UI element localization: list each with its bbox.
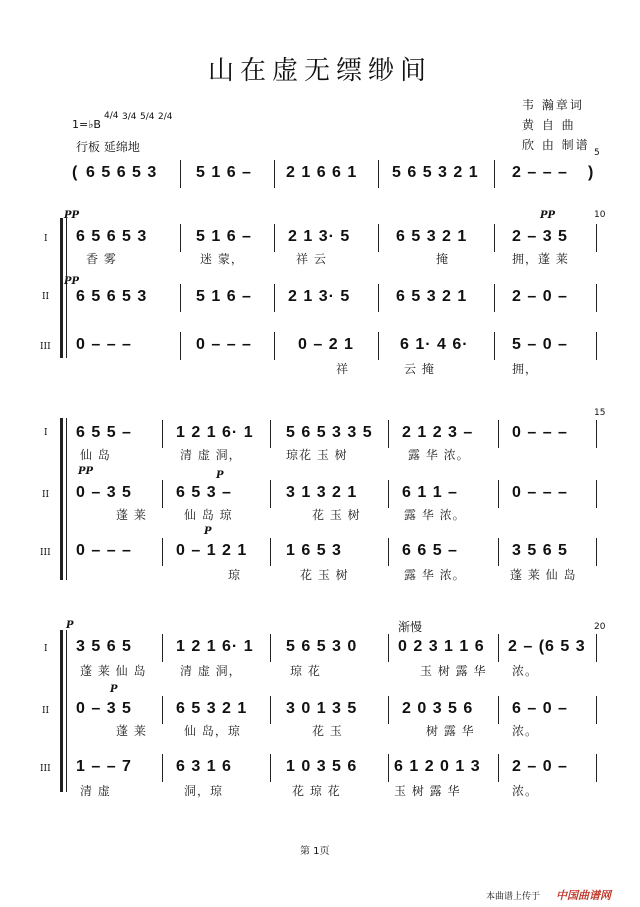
system-bracket: [60, 218, 63, 358]
barline: [498, 634, 499, 662]
voice-measure: 0 – – –: [512, 484, 568, 501]
lyric: 洞，琼: [184, 784, 224, 798]
voice-label: III: [40, 342, 51, 352]
measure-number: 10: [594, 210, 606, 220]
lyric: 蓬 莱 仙 岛: [80, 664, 147, 678]
voice-measure: 0 – – –: [76, 336, 132, 353]
dynamic-mark: PP: [78, 466, 94, 477]
barline: [162, 420, 163, 448]
barline: [270, 634, 271, 662]
barline: [388, 420, 389, 448]
measure-number: 20: [594, 622, 606, 632]
barline: [378, 284, 379, 312]
dynamic-mark: PP: [540, 210, 556, 221]
voice-measure: 6 5 6 5 3: [76, 228, 148, 245]
lyric: 琼 花: [290, 664, 321, 678]
voice-measure: 1 – – 7: [76, 758, 132, 775]
barline: [180, 160, 181, 188]
measure-number: 15: [594, 408, 606, 418]
voice-measure: 6 1 2 0 1 3: [394, 758, 481, 775]
dynamic-mark: P: [110, 684, 118, 695]
voice-measure: 0 – 2 1: [298, 336, 354, 353]
barline: [388, 754, 389, 782]
intro-measure: 5 6 5 3 2 1: [392, 164, 479, 181]
intro-measure: 5 1 6 –: [196, 164, 252, 181]
measure-number: 5: [594, 148, 600, 158]
voice-measure: 0 – – –: [76, 542, 132, 559]
lyric: 玉 树 露 华: [420, 664, 487, 678]
system-bracket: [60, 630, 63, 792]
barline: [596, 224, 597, 252]
barline: [596, 480, 597, 508]
voice-measure: 2 – 0 –: [512, 758, 568, 775]
lyric: 祥: [336, 362, 350, 376]
voice-measure: 6 6 5 –: [402, 542, 458, 559]
voice-measure: 6 1 1 –: [402, 484, 458, 501]
lyric: 玉 树 露 华: [394, 784, 461, 798]
voice-measure: 0 – 3 5: [76, 700, 132, 717]
voice-measure: 2 – 0 –: [512, 288, 568, 305]
voice-label: II: [42, 292, 50, 302]
voice-measure: 5 6 5 3 3 5: [286, 424, 373, 441]
barline: [162, 480, 163, 508]
lyric: 清 虚 洞，: [180, 448, 242, 462]
voice-measure: 0 – – –: [196, 336, 252, 353]
barline: [596, 696, 597, 724]
barline: [180, 224, 181, 252]
dynamic-mark: P: [216, 470, 224, 481]
barline: [498, 538, 499, 566]
voice-label: II: [42, 706, 50, 716]
barline: [270, 754, 271, 782]
lyric: 露 华 浓。: [404, 568, 466, 582]
intro-close-paren: ): [588, 164, 595, 181]
voice-measure: 6 5 5 –: [76, 424, 132, 441]
voice-measure: 3 5 6 5: [76, 638, 132, 655]
voice-measure: 6 3 1 6: [176, 758, 232, 775]
barline: [270, 538, 271, 566]
tempo-marking: 行板 延绵地: [76, 140, 140, 154]
barline: [378, 224, 379, 252]
lyric: 云 掩: [404, 362, 435, 376]
voice-measure: 3 5 6 5: [512, 542, 568, 559]
lyric: 花 玉 树: [300, 568, 349, 582]
voice-measure: 6 – 0 –: [512, 700, 568, 717]
intro-measure: 2 – – –: [512, 164, 568, 181]
voice-measure: 1 2 1 6· 1: [176, 638, 254, 655]
voice-measure: 1 2 1 6· 1: [176, 424, 254, 441]
barline: [180, 332, 181, 360]
lyric: 蓬 莱: [116, 508, 147, 522]
dynamic-mark: P: [66, 620, 74, 631]
lyric: 树 露 华: [426, 724, 475, 738]
voice-measure: 3 1 3 2 1: [286, 484, 358, 501]
dynamic-mark: P: [204, 526, 212, 537]
lyric: 花 玉 树: [312, 508, 361, 522]
barline: [378, 160, 379, 188]
lyric: 浓。: [512, 784, 539, 798]
barline: [498, 420, 499, 448]
voice-measure: 2 0 3 5 6: [402, 700, 474, 717]
barline: [494, 224, 495, 252]
lyric: 琼: [228, 568, 242, 582]
voice-measure: 0 – – –: [512, 424, 568, 441]
barline: [162, 634, 163, 662]
barline: [270, 420, 271, 448]
barline: [274, 332, 275, 360]
lyric: 蓬 莱 仙 岛: [510, 568, 577, 582]
lyric: 琼花 玉 树: [286, 448, 348, 462]
time-sig-3: 5/4: [140, 112, 155, 122]
barline: [388, 538, 389, 566]
lyric: 清 虚 洞，: [180, 664, 242, 678]
intro-measure: 2 1 6 6 1: [286, 164, 358, 181]
upload-text: 本曲谱上传于: [486, 892, 541, 902]
expression-mark: 渐慢: [398, 620, 423, 634]
intro-measure: 6 5 6 5 3: [86, 164, 158, 181]
barline: [596, 332, 597, 360]
voice-measure: 0 – 3 5: [76, 484, 132, 501]
lyric: 清 虚: [80, 784, 111, 798]
voice-label: II: [42, 490, 50, 500]
barline: [596, 538, 597, 566]
lyric: 仙 岛 琼: [184, 508, 233, 522]
barline: [596, 420, 597, 448]
voice-measure: 2 1 3· 5: [288, 228, 351, 245]
barline: [162, 754, 163, 782]
page-title: 山在虚无缥缈间: [207, 56, 432, 86]
voice-measure: 0 – 1 2 1: [176, 542, 248, 559]
lyric: 露 华 浓。: [404, 508, 466, 522]
voice-measure: 6 5 3 2 1: [176, 700, 248, 717]
barline: [378, 332, 379, 360]
voice-measure: 2 1 2 3 –: [402, 424, 474, 441]
voice-measure: 1 0 3 5 6: [286, 758, 358, 775]
barline: [180, 284, 181, 312]
barline: [498, 754, 499, 782]
barline: [388, 480, 389, 508]
lyric: 掩: [436, 252, 450, 266]
voice-measure: 6 5 3 –: [176, 484, 232, 501]
lyric: 仙 岛，琼: [184, 724, 241, 738]
voice-label: I: [44, 234, 48, 244]
barline: [162, 538, 163, 566]
barline: [494, 284, 495, 312]
barline: [274, 160, 275, 188]
voice-measure: 5 1 6 –: [196, 228, 252, 245]
barline: [274, 224, 275, 252]
barline: [270, 480, 271, 508]
voice-measure: 6 5 6 5 3: [76, 288, 148, 305]
voice-measure: 5 1 6 –: [196, 288, 252, 305]
intro-open-paren: (: [72, 164, 79, 181]
time-sig-2: 3/4: [122, 112, 137, 122]
voice-measure: 6 5 3 2 1: [396, 288, 468, 305]
barline: [494, 160, 495, 188]
engraver-credit: 欣 由 制谱: [522, 138, 590, 152]
lyric: 浓。: [512, 724, 539, 738]
lyric: 拥，: [512, 362, 539, 376]
barline: [274, 284, 275, 312]
lyric: 花 琼 花: [292, 784, 341, 798]
voice-label: III: [40, 548, 51, 558]
system-line: [66, 418, 67, 580]
time-sig-1: 4/4: [104, 111, 119, 121]
lyric: 花 玉: [312, 724, 343, 738]
lyric: 浓。: [512, 664, 539, 678]
system-line: [66, 218, 67, 358]
system-line: [66, 630, 67, 792]
lyricist-credit: 韦 瀚章词: [522, 98, 584, 112]
page-number: 第 1页: [300, 846, 330, 857]
voice-label: I: [44, 644, 48, 654]
barline: [498, 696, 499, 724]
site-logo: 中国曲谱网: [556, 889, 611, 902]
barline: [596, 634, 597, 662]
barline: [596, 284, 597, 312]
barline: [270, 696, 271, 724]
lyric: 露 华 浓。: [408, 448, 470, 462]
lyric: 迷 蒙，: [200, 252, 244, 266]
voice-measure: 5 – 0 –: [512, 336, 568, 353]
time-sig-4: 2/4: [158, 112, 173, 122]
voice-measure: 3 0 1 3 5: [286, 700, 358, 717]
voice-measure: 2 – 3 5: [512, 228, 568, 245]
composer-credit: 黄 自 曲: [522, 118, 576, 132]
voice-measure: 0 2 3 1 1 6: [398, 638, 485, 655]
system-bracket: [60, 418, 63, 580]
voice-measure: 6 1· 4 6·: [400, 336, 469, 353]
voice-measure: 1 6 5 3: [286, 542, 342, 559]
dynamic-mark: PP: [64, 210, 80, 221]
barline: [498, 480, 499, 508]
voice-measure: 6 5 3 2 1: [396, 228, 468, 245]
lyric: 蓬 莱: [116, 724, 147, 738]
barline: [596, 754, 597, 782]
lyric: 仙 岛: [80, 448, 111, 462]
lyric: 祥 云: [296, 252, 327, 266]
voice-label: I: [44, 428, 48, 438]
lyric: 香 雾: [86, 252, 117, 266]
voice-measure: 5 6 5 3 0: [286, 638, 358, 655]
key-signature: 1=♭B: [72, 118, 101, 131]
voice-label: III: [40, 764, 51, 774]
dynamic-mark: PP: [64, 276, 80, 287]
voice-measure: 2 1 3· 5: [288, 288, 351, 305]
barline: [388, 634, 389, 662]
barline: [388, 696, 389, 724]
barline: [162, 696, 163, 724]
voice-measure: 2 – (6 5 3: [508, 638, 586, 655]
barline: [494, 332, 495, 360]
lyric: 拥，蓬 莱: [512, 252, 569, 266]
